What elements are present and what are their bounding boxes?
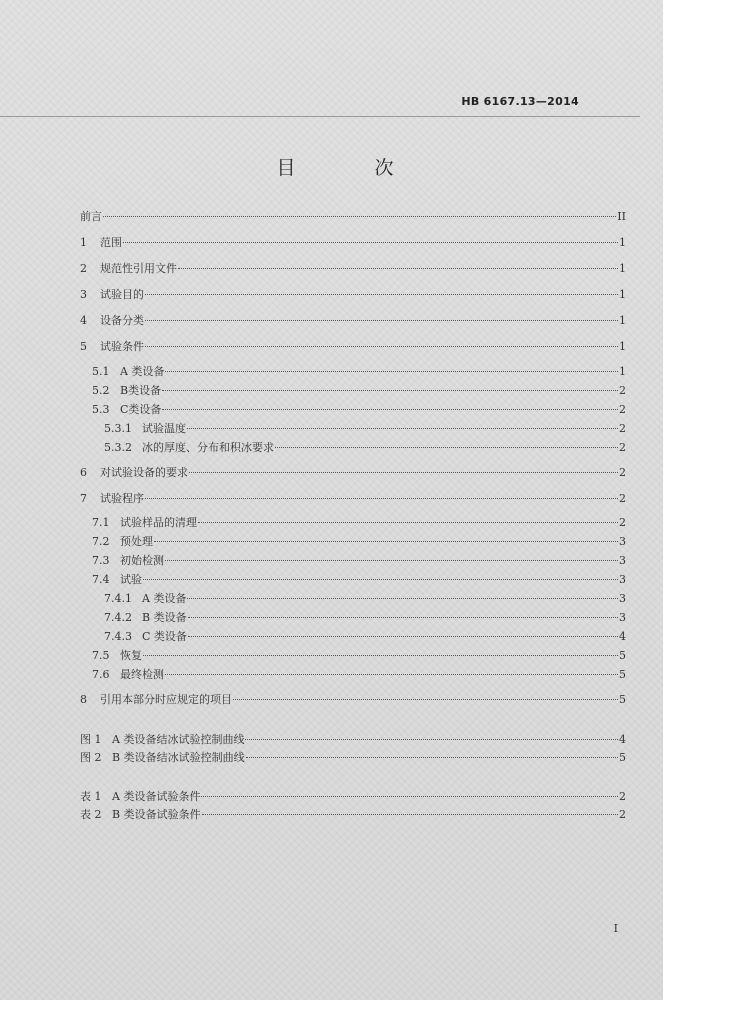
toc-entry-label: 恢复: [120, 649, 142, 662]
toc-entry-label: C 类设备: [142, 630, 187, 643]
toc-entry-number: 7.4.3: [104, 630, 132, 643]
leader-dots: [145, 345, 618, 347]
toc-entry[interactable]: [92, 364, 626, 380]
toc-entry-foreword[interactable]: [80, 209, 626, 225]
toc-entry-page: 3: [619, 573, 626, 586]
toc-entry-page: 2: [619, 808, 626, 821]
toc-entry-figure[interactable]: [80, 732, 626, 748]
toc-entry-label: 试验程序: [100, 492, 144, 505]
toc-entry-page: 4: [619, 630, 626, 643]
leader-dots: [246, 756, 618, 758]
toc-entry-number: 5.3.1: [104, 422, 132, 435]
leader-dots: [165, 559, 618, 561]
leader-dots: [201, 795, 618, 797]
toc-entry-label: 范围: [100, 236, 122, 249]
toc-entry[interactable]: [80, 465, 626, 481]
toc-entry-number: 图 1: [80, 733, 102, 746]
toc-entry-label: B类设备: [120, 384, 162, 397]
toc-entry-label: A 类设备结冰试验控制曲线: [112, 733, 245, 746]
toc-entry-page: 4: [619, 733, 626, 746]
toc-entry-page: 2: [619, 492, 626, 505]
toc-entry-number: 5.1: [92, 365, 110, 378]
toc-entry-page: 2: [619, 466, 626, 479]
toc-entry-number: 6: [80, 466, 87, 479]
toc-entry-label: A 类设备试验条件: [112, 790, 201, 803]
header-rule: [0, 116, 640, 117]
leader-dots: [123, 241, 618, 243]
toc-entry-label: A 类设备: [120, 365, 165, 378]
leader-dots: [162, 389, 618, 391]
leader-dots: [187, 427, 618, 429]
toc-entry-label: 试验样品的清理: [120, 516, 197, 529]
toc-entry[interactable]: [92, 667, 626, 683]
toc-entry-page: 3: [619, 611, 626, 624]
toc-entry-page: 1: [619, 262, 626, 275]
toc-entry-label: 对试验设备的要求: [100, 466, 188, 479]
leader-dots: [103, 215, 616, 217]
toc-entry-label: B 类设备结冰试验控制曲线: [112, 751, 245, 764]
toc-entry-label: 试验条件: [100, 340, 144, 353]
toc-entry-label: 引用本部分时应规定的项目: [100, 693, 232, 706]
toc-entry-number: 7.4.1: [104, 592, 132, 605]
toc-entry[interactable]: [80, 491, 626, 507]
toc-entry[interactable]: [104, 629, 626, 645]
toc-entry-number: 7: [80, 492, 87, 505]
toc-entry-number: 7.3: [92, 554, 110, 567]
toc-entry-number: 5: [80, 340, 87, 353]
toc-entry-number: 1: [80, 236, 87, 249]
leader-dots: [165, 673, 618, 675]
toc-entry-label: 前言: [80, 210, 102, 223]
leader-dots: [188, 616, 618, 618]
toc-entry-label: B 类设备试验条件: [112, 808, 201, 821]
toc-entry-number: 5.2: [92, 384, 110, 397]
toc-entry-number: 2: [80, 262, 87, 275]
toc-entry-label: B 类设备: [142, 611, 187, 624]
toc-entry-label: 试验目的: [100, 288, 144, 301]
toc-entry[interactable]: [92, 572, 626, 588]
toc-entry[interactable]: [92, 553, 626, 569]
toc-entry-page: 5: [619, 693, 626, 706]
toc-entry[interactable]: [80, 287, 626, 303]
toc-entry-label: 初始检测: [120, 554, 164, 567]
toc-entry-page: 1: [619, 236, 626, 249]
toc-entry-number: 4: [80, 314, 87, 327]
toc-entry-number: 7.4.2: [104, 611, 132, 624]
leader-dots: [275, 446, 618, 448]
leader-dots: [143, 654, 618, 656]
leader-dots: [188, 635, 618, 637]
toc-entry-number: 8: [80, 693, 87, 706]
leader-dots: [202, 813, 618, 815]
toc-entry-table[interactable]: [80, 807, 626, 823]
toc-entry-page: 2: [619, 441, 626, 454]
toc-entry[interactable]: [104, 421, 626, 437]
toc-title: 目 次: [276, 157, 424, 179]
toc-entry[interactable]: [80, 339, 626, 355]
leader-dots: [198, 521, 618, 523]
leader-dots: [145, 497, 618, 499]
toc-entry-label: 规范性引用文件: [100, 262, 177, 275]
toc-entry-label: 最终检测: [120, 668, 164, 681]
page-number: I: [613, 922, 618, 935]
toc-entry-label: 试验: [120, 573, 142, 586]
toc-entry-number: 表 2: [80, 808, 102, 821]
toc-entry-label: 预处理: [120, 535, 153, 548]
toc-entry-page: 5: [619, 751, 626, 764]
toc-entry-number: 5.3.2: [104, 441, 132, 454]
leader-dots: [187, 597, 618, 599]
leader-dots: [189, 471, 618, 473]
toc-entry-page: 2: [619, 403, 626, 416]
toc-entry[interactable]: [80, 235, 626, 251]
toc-entry[interactable]: [104, 591, 626, 607]
toc-entry[interactable]: [92, 515, 626, 531]
toc-entry-label: A 类设备: [142, 592, 187, 605]
toc-entry[interactable]: [80, 261, 626, 277]
toc-entry-page: 1: [619, 314, 626, 327]
leader-dots: [165, 370, 618, 372]
toc-entry-label: 冰的厚度、分布和积冰要求: [142, 441, 274, 454]
toc-entry[interactable]: [104, 440, 626, 456]
toc-entry[interactable]: [92, 648, 626, 664]
leader-dots: [145, 293, 618, 295]
toc-entry-number: 图 2: [80, 751, 102, 764]
toc-entry[interactable]: [92, 383, 626, 399]
toc-entry[interactable]: [92, 402, 626, 418]
toc-entry-number: 7.4: [92, 573, 110, 586]
toc-entry-number: 表 1: [80, 790, 102, 803]
toc-entry-number: 3: [80, 288, 87, 301]
toc-entry[interactable]: [92, 534, 626, 550]
toc-entry-number: 7.5: [92, 649, 110, 662]
toc-entry-number: 7.6: [92, 668, 110, 681]
toc-entry-label: 设备分类: [100, 314, 144, 327]
toc-entry-page: 3: [619, 554, 626, 567]
leader-dots: [233, 698, 618, 700]
toc-entry-page: 5: [619, 668, 626, 681]
leader-dots: [162, 408, 618, 410]
toc-entry-page: 1: [619, 340, 626, 353]
leader-dots: [154, 540, 618, 542]
leader-dots: [145, 319, 618, 321]
toc-entry-page: 5: [619, 649, 626, 662]
toc-entry-page: 2: [619, 516, 626, 529]
toc-entry-page: 2: [619, 790, 626, 803]
toc-entry[interactable]: [80, 313, 626, 329]
document-number: HB 6167.13—2014: [461, 95, 579, 108]
toc-entry-number: 7.2: [92, 535, 110, 548]
toc-entry-table[interactable]: [80, 789, 626, 805]
toc-entry-page: 2: [619, 422, 626, 435]
toc-entry-label: C类设备: [120, 403, 162, 416]
toc-entry-label: 试验温度: [142, 422, 186, 435]
toc-entry-page: 3: [619, 592, 626, 605]
toc-entry-page: 3: [619, 535, 626, 548]
toc-entry-number: 7.1: [92, 516, 110, 529]
toc-entry-number: 5.3: [92, 403, 110, 416]
leader-dots: [245, 738, 618, 740]
toc-entry-page: 2: [619, 384, 626, 397]
leader-dots: [143, 578, 618, 580]
toc-entry-figure[interactable]: [80, 750, 626, 766]
toc-entry-page: II: [617, 210, 626, 223]
toc-entry-page: 1: [619, 288, 626, 301]
toc-entry-page: 1: [619, 365, 626, 378]
toc-entry[interactable]: [80, 692, 626, 708]
leader-dots: [178, 267, 618, 269]
toc-entry[interactable]: [104, 610, 626, 626]
